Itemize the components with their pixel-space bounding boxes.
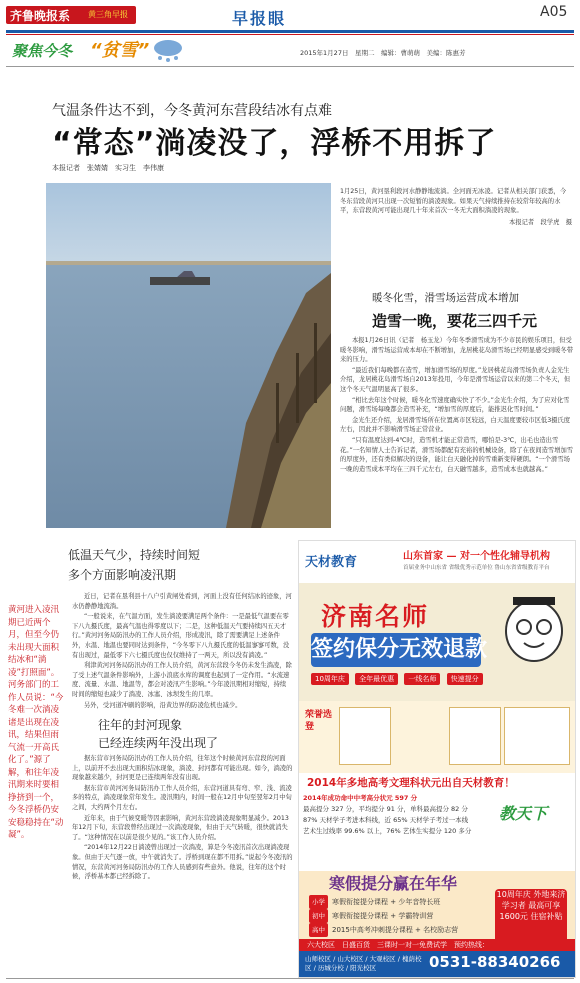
ad-stat-line: 2014年成功命中中考高分状元 597 分 (303, 794, 418, 802)
caption-credit: 本报记者 段学虎 摄 (509, 218, 572, 226)
lower-sec2-sub: 已经连续两年没出现了 (98, 736, 219, 750)
paragraph: 据东营市河务局防汛办的工作人员介绍，往年这个时候黄河东营段的河面上，以前开不去出现大面积结冰现象，淌凌、封河都有可能出现。如今，淌凌的现象越来越少，封河更是已连续两年没有出现。 (72, 755, 293, 782)
ad-badges (311, 673, 487, 685)
lower-body (72, 592, 292, 711)
paragraph: 据东营市黄河河务局防汛办工作人员介绍，东营河道具有弯、窄、浅、流凌多的特点，淌凌现象常年发生。凌汛期内，时间一般在12月中旬至翌年2月中旬之间，大约两个月左右。 (72, 784, 292, 811)
paragraph: “一般说来，在气温方面，发生淌凌要满足两个条件：一是最低气温要在零下八九摄氏度，最高气温也得零度以下；二是，这种低温天气要持续四五天才行。”黄河河务局防汛办的工作人员介绍，形成凌汛，除了需要满足上述条件外，水温、地温也要同时达到条件，“今冬零下八九摄氏度的低温寥寥可数，没有出现过，最低零下六七摄氏度也仅仅维持了一两天，所以没有淌凌。” (72, 613, 290, 659)
header-rule (6, 30, 574, 33)
lower-sec2-kicker: 往年的封河现象 (98, 718, 183, 732)
advertisement[interactable] (298, 540, 576, 978)
ad-badge: 一线名师 (404, 673, 440, 685)
ad-brand: 天材教育 (305, 555, 358, 570)
paragraph: 金光生还介绍，龙居滑雪场所在位置离市区较远，白天温度要较市区低3摄氏度左右，因此并不影响滑雪场正常营业。 (340, 416, 571, 434)
course-tag: 高中 (309, 923, 328, 937)
caption-text: 1月25日，黄河垦利段河水静静地流淌。全河面无冰凌。记者从相关部门获悉，今冬东营段黄河只出现一次短暂的淌凌现象。如果天气持续推持在较常年较高的水平，东营段黄河可能出现几十年来首次一冬无大面积淌凌的现象。 (340, 188, 567, 214)
ad-badge: 10周年庆 (311, 673, 349, 685)
footer-rule (6, 978, 574, 979)
course-tag: 小学 (309, 895, 328, 909)
course-text: 寒假衔接提分课程 + 学霸特训营 (332, 912, 434, 920)
certificate-image (449, 707, 501, 765)
banner-label: 聚焦今冬 (12, 42, 73, 60)
list-item (309, 909, 489, 923)
paragraph: 近年来，由于气候变暖等因素影响，黄河东营段淌凌现象明显减少。2013年12月下旬，东营段曾经出现过一次淌凌现象，但由于天气转暖，很快就消失了。“这种情况在以前是很少见的。”该工作人员介绍。 (72, 814, 289, 841)
paragraph: 利津黄河河务局防汛办的工作人员介绍，黄河东营段今冬仍未发生淌凌，除了受上述气温条件影响外，上游小浪底水库的调度也起到了一定作用。“水流速度、流量、水温、地温等，都会对凌汛产生影响。”今年凌汛期相对缩短，持续时间的缩短也减少了淌凌、冰塞、冰坝发生的几率。 (72, 662, 292, 698)
course-text: 2015中高考冲刺提分课程 + 名校励志营 (332, 926, 459, 934)
course-text: 寒假衔接提分课程 + 少年音特长班 (332, 898, 441, 906)
banner-highlight: “贫雪” (90, 40, 150, 61)
ad-subheadline: 签约保分无效退款 (311, 633, 481, 667)
ad-anniversary: 10周年庆 外地来济学习者 最高可享 1600元 住宿补贴 (495, 889, 567, 947)
course-tag: 初中 (309, 909, 328, 923)
ad-winter-headline: 寒假提分赢在年华 (329, 874, 458, 893)
paragraph: 本报1月26日讯（记者 杨玉龙）今年冬季滑雪成为不少市民的娱乐项目，但受暖冬影响，滑雪场运营成本却在不断增加，龙居桃花岛滑雪场已经明显感受到暖冬带来的压力。 (340, 337, 573, 364)
paragraph: 另外，受河道冲刷的影响，沿黄边界的防凌危机也减少。 (84, 701, 242, 709)
dateline: 2015年1月27日 星期二 编辑：曹萌萌 美编：陈惠芳 (300, 49, 466, 57)
list-item (309, 923, 489, 937)
ad-stat-line: 87% 天材学子考进本科线，近 65% 天材学子考过一本线 (303, 816, 469, 824)
ad-badge: 快速提分 (447, 673, 483, 685)
banner-rule (6, 66, 574, 67)
ad-headline: 济南名师 (321, 602, 430, 631)
photo-caption (340, 187, 572, 275)
ad-stat-line: 艺术生过线率 99.6% 以上，76% 艺体生实提分 120 多分 (303, 827, 472, 835)
ad-highlight: 2014年多地高考文理科状元出自天材教育！ (307, 777, 515, 789)
lower-body-2 (72, 754, 294, 883)
river-photo (46, 183, 331, 528)
main-kicker: 气温条件达不到，今冬黄河东营段结冰有点难 (52, 103, 332, 119)
snow-cloud-icon (150, 36, 186, 64)
lower-kicker: 低温天气少，持续时间短 (68, 548, 201, 562)
page-number: A05 (540, 4, 568, 20)
masthead-sub-logo: 黄三角早报 (88, 10, 128, 19)
mascot-icon (499, 591, 569, 681)
paragraph: 近日，记者在垦利县十八户引黄闸处看到，河面上没有任何结冰的迹象，河水仍静静地流淌。 (72, 593, 292, 610)
ad-tagline-2: 首届业务中山东省 省级优秀示范单位 鲁山东省省级教育平台 (403, 565, 550, 571)
sub-headline: 造雪一晚，要花三四千元 (372, 312, 538, 330)
sub-kicker: 暖冬化雪，滑雪场运营成本增加 (372, 292, 519, 304)
certificate-image (504, 707, 570, 765)
masthead-logo: 齐鲁晚报系 (10, 9, 71, 23)
ad-phone[interactable]: 0531-88340266 (429, 953, 561, 971)
paragraph: “最近我们每晚都在造雪，增加滑雪场的厚度。”龙居桃花岛滑雪场负责人金光生介绍，龙居桃花岛滑雪场自2013年投用，今年是滑雪场运营以来的第二个冬天，但这个冬天气温明显高了很多。 (340, 366, 571, 393)
ad-honors-label: 荣誉选登 (305, 710, 333, 732)
ad-campuses: 山师校区 / 山大校区 / 大观校区 / 槐荫校区 / 历城分校 / 阳光校区 (305, 955, 422, 972)
ad-promo-text: 六大校区 日盛百货 三课时一对一免费试学 预约热线： (307, 941, 489, 949)
ad-stat-line: 最高提分 327 分，平均提分 91 分，单科最高提分 82 分 (303, 805, 468, 813)
list-item (309, 895, 489, 909)
ad-signature: 教天下 (499, 804, 548, 823)
lower-subkicker: 多个方面影响凌汛期 (68, 568, 177, 582)
main-byline: 本报记者 张婧婧 实习生 李伟康 (52, 164, 164, 172)
header-rule-thin (6, 34, 574, 35)
certificate-image (339, 707, 391, 765)
paragraph: “相比去年这个时候，暖冬化雪速度确实快了不少。”金光生介绍，为了应对化雪问题，滑雪场每晚都会造雪补充，“增加雪的厚度后，能推迟化雪时间。” (340, 396, 570, 414)
ad-tagline: 山东首家 — 对一个性化辅导机构 (403, 551, 550, 562)
ad-course-list (309, 895, 489, 937)
main-headline: “常态”淌凌没了，浮桥不用拆了 (52, 126, 497, 161)
ad-badge: 全年最优惠 (355, 673, 398, 685)
paragraph: “2014年12月22日淌凌曾出现过一次淌凌，算是今冬凌汛首次出现淌凌现象。但由于天气逐一放，中午就消失了。浮桥到现在都不用拆。”说起今冬凌汛的情况，东营黄河河务局防汛办的工作人员感到有些意外。他说，往年的这个时候，浮桥基本都已经拆除了。 (72, 844, 293, 881)
pull-quote: 黄河进入凌汛期已近两个月，但至今仍未出现大面积结冰和“淌凌”打照面”。河务部门的工作人员说：“今冬难一次淌凌诸是出现在凌讯，结果但雨气流一开高氏化了。”源了解，和往年凌汛期来时要相挣挤到一个，今冬浮桥仍安安稳稳持在“动凝”。 (8, 605, 64, 840)
sub-body (340, 336, 574, 475)
section-title: 早报眼 (232, 9, 287, 28)
paragraph: “只有温度达到-4℃时，造雪机才能正常造雪，哪怕是-3℃，出毛也造出雪花。”一名知情人士告诉记者，滑雪场都配有充裕的机械设备，除了在夜间造雪增加雪的厚度外，还有类似解决的设备，能让白天融化掉的雪重新变得硬朗。“一个滑雪场一晚的造雪成本平均在三四千元左右，白天融雪越多，造雪成本也就越高。” (340, 436, 574, 473)
